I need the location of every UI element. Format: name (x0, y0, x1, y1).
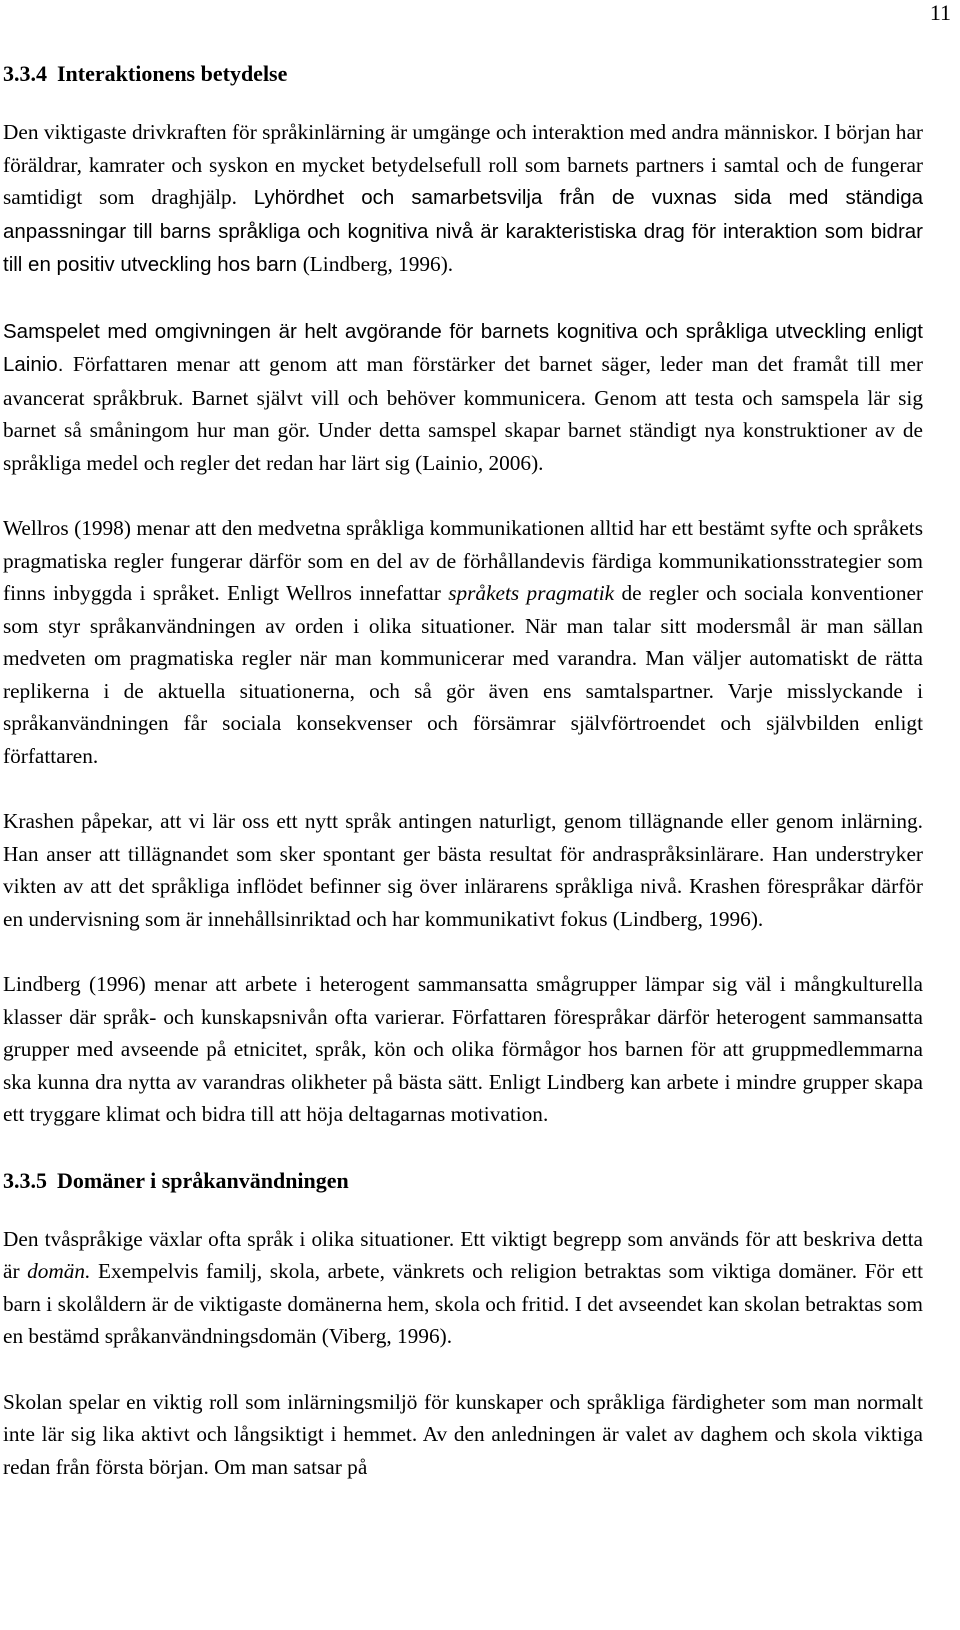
paragraph-text: Den viktigaste drivkraften för språkinlärning är umgänge och interaktion med andra människor. I början har föräldrar, kamrater och syskon en mycket betydelsefull roll som barnets partners i samtal och de fungerar samtidigt som draghjälp. (3, 120, 923, 209)
paragraph-text: Den tvåspråkige växlar ofta språk i olika situationer. Ett viktigt begrepp som används för att beskriva detta är (3, 1226, 923, 1283)
section-heading-interaktion (3, 58, 923, 90)
page-number: 11 (929, 0, 951, 25)
section-number: 3.3.4 (3, 61, 47, 86)
paragraph-text-sans: Samspelet med omgivningen är helt avgörande för barnets kognitiva och språkliga utveckling enligt Lainio. (3, 319, 923, 376)
paragraph-text: Exempelvis familj, skola, arbete, vänkrets och religion betraktas som viktiga domäner. För ett barn i skolåldern är de viktigaste domänerna hem, skola och fritid. I det avseendet kan skolan betraktas som en bestämd språkanvändningsdomän (Viberg, 1996). (3, 1259, 923, 1348)
paragraph-text: Wellros (1998) menar att den medvetna språkliga kommunikationen alltid har ett bestämt syfte och språkets pragmatiska regler fungerar därför som en del av de förhållandevis färdiga kommunikationsstrategier som finns inbyggda i språket. Enligt Wellros innefattar (3, 516, 923, 605)
paragraph-skolan: Skolan spelar en viktig roll som inlärningsmiljö för kunskaper och språkliga färdigheter som man normalt inte lär sig lika aktivt och långsiktigt i hemmet. Av den anledningen är valet av daghem och skola viktiga redan från första början. Om man satsar på (3, 1389, 923, 1479)
paragraph-krashen: Krashen påpekar, att vi lär oss ett nytt språk antingen naturligt, genom tillägnande eller genom inlärning. Han anser att tillägnandet som sker spontant ger bästa resultat för andraspråksinlärare. Han understryker vikten av att det språkliga inflödet befinner sig över inlärarens språkliga nivå. Krashen förespråkar därför en undervisning som är innehållsinriktad och har kommunikativt fokus (Lindberg, 1996). (3, 809, 923, 931)
section-number: 3.3.5 (3, 1167, 47, 1193)
citation: (Lindberg, 1996). (302, 252, 454, 276)
paragraph-text: Författaren menar att genom att man förstärker det barnet säger, leder man det framåt till mer avancerat språkbruk. Barnet självt vill och behöver kommunicera. Genom att testa och samspela lär sig barnet så småningom hur man gör. Under detta samspel skapar barnet ständigt nya konstruktioner av de språkliga medel och regler det redan har lärt sig (Lainio, 2006). (3, 352, 923, 475)
section-heading-domaner (3, 1165, 923, 1197)
section-title: Interaktionens betydelse (57, 61, 288, 86)
paragraph-text: de regler och sociala konventioner som styr språkanvändningen av orden i olika situationer. När man talar sitt modersmål är man sällan medveten om pragmatiska regler när man kommunicerar med varandra. Man väljer automatiskt de rätta replikerna i de aktuella situationerna, och så gör även ens samtalspartner. Varje misslyckande i språkanvändningen får sociala konsekvenser och försämrar självförtroendet och självbilden enligt författaren. (3, 581, 924, 768)
paragraph-tvasprakige (3, 1223, 923, 1353)
document-body (3, 58, 923, 1483)
emphasis-term: språkets pragmatik (448, 581, 615, 605)
paragraph-drivkraften (3, 116, 923, 282)
paragraph-wellros (3, 512, 923, 772)
paragraph-samspelet (3, 315, 923, 480)
emphasis-term: domän. (27, 1259, 91, 1283)
paragraph-text-sans: Lyhördhet och samarbetsvilja från de vuxnas sida med ständiga anpassningar till barns språkliga och kognitiva nivå är karakteristiska drag för interaktion som bidrar till en positiv utveckling hos barn (3, 186, 923, 276)
paragraph-lindberg: Lindberg (1996) menar att arbete i heterogent sammansatta smågrupper lämpar sig väl i mångkulturella klasser där språk- och kunskapsnivån ofta varierar. Författaren förespråkar därför heterogent sammansatta grupper med avseende på etnicitet, språk, kön och olika förmågor hos barnen för att gruppmedlemmarna ska kunna dra nytta av varandras olikheter på bästa sätt. Enligt Lindberg kan arbete i mindre grupper skapa ett tryggare klimat och bidra till att höja deltagarnas motivation. (3, 972, 923, 1126)
section-title: Domäner i språkanvändningen (57, 1167, 349, 1193)
